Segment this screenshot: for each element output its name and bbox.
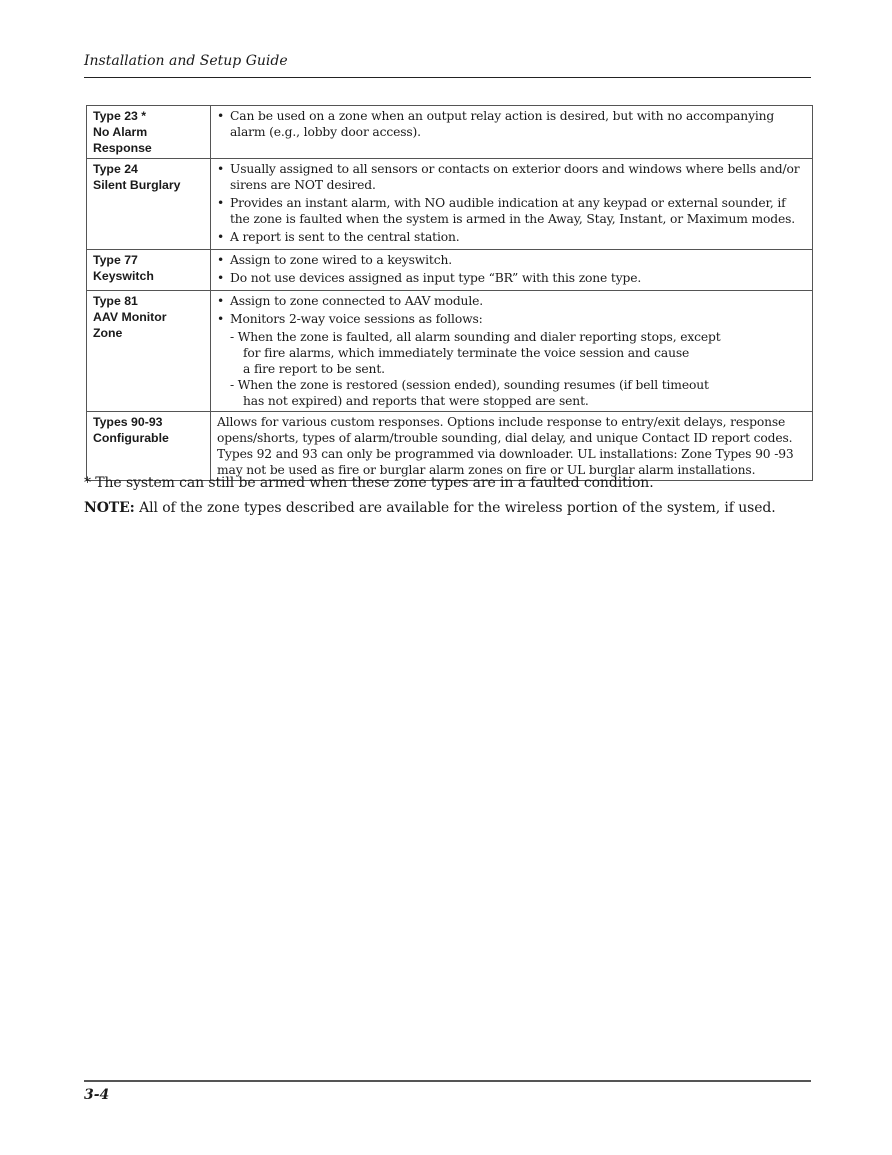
bullet-text (230, 229, 806, 245)
bullet-item (217, 161, 806, 193)
bullet-item (217, 270, 806, 286)
bullet-marker: • (217, 109, 225, 123)
description-line: Allows for various custom responses. Options include response to entry/exit delays, response (217, 415, 786, 429)
zone-type-description (211, 159, 813, 250)
footer-divider (84, 1080, 811, 1082)
description-line: opens/shorts, types of alarm/trouble sounding, dial delay, and unique Contact ID report codes. (217, 431, 793, 445)
bullet-text-line: Assign to zone wired to a keyswitch. (230, 253, 452, 267)
sub-item-line: - When the zone is faulted, all alarm sounding and dialer reporting stops, except (230, 330, 721, 344)
bullet-text-line: the zone is faulted when the system is armed in the Away, Stay, Instant, or Maximum modes. (230, 212, 796, 226)
zone-type-label-line: Zone (93, 326, 123, 340)
zone-type-label-line: Type 23 * (93, 109, 147, 123)
sub-item-line: - When the zone is restored (session ended), sounding resumes (if bell timeout (230, 378, 709, 392)
bullet-marker: • (217, 230, 225, 244)
bullet-text (230, 252, 806, 268)
note-text: All of the zone types described are available for the wireless portion of the system, if used. (134, 500, 776, 516)
bullet-text-line: Provides an instant alarm, with NO audible indication at any keypad or external sounder, if (230, 196, 786, 210)
bullet-text (230, 195, 806, 227)
bullet-text (230, 161, 806, 193)
zone-type-row (87, 106, 813, 159)
bullet-marker: • (217, 196, 225, 210)
bullet-item (217, 195, 806, 227)
header-divider (84, 77, 811, 78)
bullet-text-line: Usually assigned to all sensors or contacts on exterior doors and windows where bells and/or (230, 162, 800, 176)
bullet-text-line: alarm (e.g., lobby door access). (230, 125, 421, 139)
bullet-text-line: A report is sent to the central station. (230, 230, 460, 244)
bullet-marker: • (217, 253, 225, 267)
bullet-text-line: sirens are NOT desired. (230, 178, 376, 192)
sub-item-continuation: has not expired) and reports that were stopped are sent. (243, 394, 589, 408)
zone-type-label-line: Types 90-93 (93, 415, 163, 429)
zone-type-label-line: Configurable (93, 431, 169, 445)
zone-type-row (87, 159, 813, 250)
bullet-text-line: Do not use devices assigned as input type “BR” with this zone type. (230, 271, 642, 285)
bullet-text (230, 270, 806, 286)
zone-type-label (87, 159, 211, 250)
zone-type-label-line: Type 81 (93, 294, 138, 308)
zone-type-row (87, 291, 813, 412)
footnote: * The system can still be armed when these zone types are in a faulted condition. (84, 475, 654, 491)
bullet-item (217, 252, 806, 268)
bullet-marker: • (217, 162, 225, 176)
zone-type-description (211, 291, 813, 412)
bullet-text-line: Can be used on a zone when an output relay action is desired, but with no accompanying (230, 109, 775, 123)
zone-type-label (87, 291, 211, 412)
zone-type-label (87, 412, 211, 481)
zone-types-table (86, 105, 813, 481)
zone-type-label-line: Type 77 (93, 253, 138, 267)
bullet-text (230, 293, 806, 309)
sub-item-continuation: a fire report to be sent. (243, 362, 385, 376)
bullet-text-line: Assign to zone connected to AAV module. (230, 294, 483, 308)
bullet-marker: • (217, 294, 225, 308)
bullet-marker: • (217, 312, 225, 326)
note-label: NOTE: (84, 500, 135, 516)
zone-type-description (211, 412, 813, 481)
bullet-text (230, 311, 806, 327)
description-line: may not be used as fire or burglar alarm zones on fire or UL burglar alarm installations. (217, 463, 756, 477)
bullet-text-line: Monitors 2-way voice sessions as follows: (230, 312, 483, 326)
zone-type-description (211, 250, 813, 291)
zone-type-row (87, 412, 813, 481)
bullet-text (230, 108, 806, 140)
bullet-item (217, 311, 806, 327)
sub-item-continuation: for fire alarms, which immediately terminate the voice session and cause (243, 346, 690, 360)
zone-type-label (87, 106, 211, 159)
note-paragraph (84, 500, 776, 516)
zone-type-description (211, 106, 813, 159)
running-header-title: Installation and Setup Guide (84, 53, 288, 69)
zone-type-label-line: No Alarm (93, 125, 148, 139)
bullet-marker: • (217, 271, 225, 285)
bullet-item (217, 229, 806, 245)
zone-type-label (87, 250, 211, 291)
bullet-item (217, 293, 806, 309)
zone-type-label-line: Silent Burglary (93, 178, 181, 192)
zone-type-label-line: AAV Monitor (93, 310, 167, 324)
zone-type-label-line: Type 24 (93, 162, 138, 176)
zone-type-row (87, 250, 813, 291)
description-line: Types 92 and 93 can only be programmed via downloader. UL installations: Zone Types 90 -93 (217, 447, 794, 461)
zone-type-label-line: Response (93, 141, 152, 155)
bullet-item (217, 108, 806, 140)
page-number: 3-4 (84, 1087, 110, 1103)
zone-type-label-line: Keyswitch (93, 269, 154, 283)
